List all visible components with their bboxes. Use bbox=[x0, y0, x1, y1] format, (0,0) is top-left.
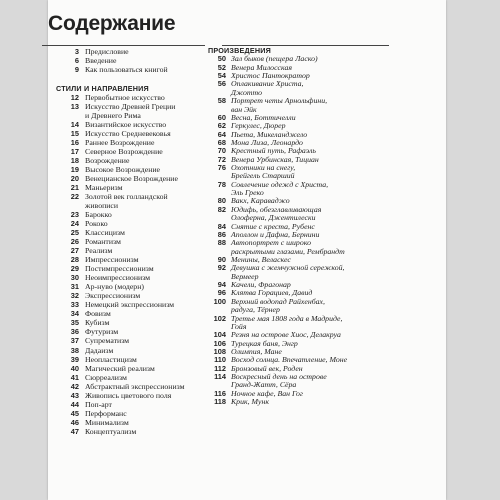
toc-page-number: 94 bbox=[217, 280, 226, 290]
toc-entry-title: Гранд-Жатт, Сёра bbox=[231, 380, 297, 390]
toc-page-number: 30 bbox=[70, 273, 79, 283]
toc-entry-title: Девушка с жемчужной сережкой, bbox=[231, 263, 345, 273]
toc-entry-title: Крик, Мунк bbox=[231, 397, 269, 407]
toc-page-number: 86 bbox=[217, 229, 226, 239]
toc-page-number: 13 bbox=[70, 102, 79, 112]
toc-page-number: 76 bbox=[217, 163, 226, 173]
toc-page-number: 29 bbox=[70, 264, 79, 274]
toc-entry-title: Оплакивание Христа, bbox=[231, 79, 304, 89]
toc-entry-title: Дадаизм bbox=[85, 345, 114, 355]
toc-entry-title: Геркулес, Дюрер bbox=[231, 121, 286, 131]
toc-page-number: 9 bbox=[74, 65, 79, 75]
toc-entry-title: Магический реализм bbox=[85, 363, 155, 373]
toc-entry-title: Возрождение bbox=[85, 156, 130, 166]
toc-entry[interactable] bbox=[56, 264, 212, 273]
toc-entry[interactable] bbox=[56, 47, 212, 56]
toc-entry-title: Венецианское Возрождение bbox=[85, 174, 178, 184]
toc-entry-title: Фовизм bbox=[85, 309, 111, 319]
toc-entry-title: Перформанс bbox=[85, 408, 127, 418]
toc-entry-title: Охотники на снегу, bbox=[231, 163, 296, 173]
toc-entry-title: Третье мая 1808 года в Мадриде, bbox=[231, 313, 343, 323]
section-spacer bbox=[56, 74, 212, 84]
toc-page-number: 46 bbox=[70, 417, 79, 427]
toc-entry-title: Концептуализм bbox=[85, 426, 137, 436]
toc-entry[interactable] bbox=[56, 228, 212, 237]
toc-entry[interactable] bbox=[56, 174, 212, 183]
toc-page-number: 102 bbox=[213, 313, 226, 323]
toc-entry-title: Автопортрет с широко bbox=[231, 238, 311, 248]
toc-entry-title: Христос Пантократор bbox=[231, 71, 310, 81]
toc-page-number: 19 bbox=[70, 165, 79, 175]
toc-entry-title: Качели, Фрагонар bbox=[231, 280, 291, 290]
toc-entry-title: Пьета, Микеланджело bbox=[231, 129, 308, 139]
toc-page-number: 118 bbox=[214, 397, 226, 407]
toc-entry-title: ван Эйк bbox=[231, 104, 257, 114]
toc-page-number: 31 bbox=[70, 282, 79, 292]
toc-entry-title: Крестный путь, Рафаэль bbox=[231, 146, 316, 156]
toc-entry-title: Абстрактный экспрессионизм bbox=[85, 381, 185, 391]
toc-entry[interactable] bbox=[56, 255, 212, 264]
toc-entry-title: Джотто bbox=[231, 87, 263, 97]
toc-page-number: 88 bbox=[217, 238, 226, 248]
toc-page-number: 3 bbox=[74, 47, 79, 56]
toc-entry-title: Романтизм bbox=[85, 237, 121, 247]
toc-page-number: 92 bbox=[217, 263, 226, 273]
toc-page-number: 23 bbox=[70, 210, 79, 220]
toc-page-number: 12 bbox=[70, 93, 79, 103]
toc-entry[interactable] bbox=[56, 391, 212, 400]
toc-page-number: 110 bbox=[214, 355, 226, 365]
toc-page-number: 56 bbox=[217, 79, 226, 89]
toc-page-number: 84 bbox=[217, 221, 226, 231]
toc-entry[interactable] bbox=[56, 373, 212, 382]
toc-entry[interactable] bbox=[56, 355, 212, 364]
toc-entry-title: Экспрессионизм bbox=[85, 291, 141, 301]
toc-entry[interactable] bbox=[56, 382, 212, 391]
toc-page-number: 41 bbox=[70, 372, 79, 382]
toc-page-number: 40 bbox=[70, 363, 79, 373]
toc-entry[interactable] bbox=[56, 156, 212, 165]
toc-entry-title: Постимпрессионизм bbox=[85, 264, 154, 274]
toc-entry[interactable] bbox=[56, 138, 212, 147]
toc-page-number: 80 bbox=[217, 196, 226, 206]
toc-entry-title: Олоферна, Джентилески bbox=[231, 213, 316, 223]
page-title: Содержание bbox=[48, 12, 176, 35]
toc-page-number: 34 bbox=[70, 309, 79, 319]
toc-page-number: 43 bbox=[70, 390, 79, 400]
toc-entry-title: Юдифь, обезглавливающая bbox=[231, 204, 322, 214]
toc-entry-title: Барокко bbox=[85, 210, 112, 220]
toc-entry-title: Воскресный день на острове bbox=[231, 372, 327, 382]
toc-page-number: 100 bbox=[213, 296, 226, 306]
toc-entry-title: Олимпия, Мане bbox=[231, 346, 282, 356]
toc-page-number: 44 bbox=[70, 399, 79, 409]
toc-page-number: 50 bbox=[217, 54, 226, 64]
toc-page-number: 70 bbox=[217, 146, 226, 156]
toc-column-left bbox=[56, 47, 212, 436]
toc-entry[interactable] bbox=[56, 165, 212, 174]
toc-page-number: 17 bbox=[70, 147, 79, 157]
toc-page-number: 96 bbox=[217, 288, 226, 298]
toc-page-number: 27 bbox=[70, 246, 79, 256]
toc-entry-title: Введение bbox=[85, 56, 117, 66]
toc-page-number: 54 bbox=[217, 71, 226, 81]
toc-entry-title: Футуризм bbox=[85, 327, 119, 337]
toc-page-number: 20 bbox=[70, 174, 79, 184]
toc-entry-title: Северное Возрождение bbox=[85, 147, 163, 157]
toc-page-number: 116 bbox=[214, 388, 226, 398]
toc-page-number: 38 bbox=[70, 345, 79, 355]
toc-page-number: 32 bbox=[70, 291, 79, 301]
toc-page-number: 35 bbox=[70, 318, 79, 328]
toc-page-number: 26 bbox=[70, 237, 79, 247]
toc-entry[interactable] bbox=[56, 183, 212, 192]
toc-entry-title: Супрематизм bbox=[85, 336, 130, 346]
toc-entry[interactable] bbox=[56, 291, 212, 300]
toc-page-number: 36 bbox=[70, 327, 79, 337]
toc-entry[interactable] bbox=[56, 300, 212, 309]
toc-entry-title: Гойя bbox=[231, 321, 247, 331]
toc-entry-title: Кубизм bbox=[85, 318, 110, 328]
toc-page-number: 21 bbox=[70, 183, 79, 193]
toc-page-number: 47 bbox=[70, 426, 79, 436]
toc-entry-title: Весна, Боттичелли bbox=[231, 112, 296, 122]
toc-entry-title: Венера Милосская bbox=[231, 62, 292, 72]
toc-entry-title: Неопластицизм bbox=[85, 354, 137, 364]
toc-entry-title: Реализм bbox=[85, 246, 113, 256]
toc-entry[interactable] bbox=[56, 418, 212, 427]
toc-page-number: 15 bbox=[70, 129, 79, 139]
toc-page-number: 22 bbox=[70, 192, 79, 202]
toc-entry-title: Неоимпрессионизм bbox=[85, 273, 151, 283]
toc-entry-title: Резня на острове Хиос, Делакруа bbox=[231, 330, 341, 340]
toc-entry[interactable] bbox=[56, 93, 212, 102]
toc-entry[interactable] bbox=[56, 147, 212, 156]
toc-page-number: 114 bbox=[214, 372, 226, 382]
toc-entry-title: Рококо bbox=[85, 219, 108, 229]
toc-entry-title: Вакх, Караваджо bbox=[231, 196, 290, 206]
toc-entry[interactable] bbox=[56, 409, 212, 418]
toc-entry-title: Клятва Горациев, Давид bbox=[231, 288, 313, 298]
toc-entry-title: Бронзовый век, Роден bbox=[231, 363, 303, 373]
toc-page-number: 78 bbox=[217, 179, 226, 189]
toc-entry-title: Верхний водопад Райхенбах, bbox=[231, 296, 325, 306]
toc-entry-title: Совлечение одежд с Христа, bbox=[231, 179, 329, 189]
toc-entry[interactable] bbox=[56, 427, 212, 436]
toc-entry[interactable] bbox=[56, 346, 212, 355]
toc-page-number: 52 bbox=[217, 62, 226, 72]
toc-entry-title: Минимализм bbox=[85, 417, 129, 427]
toc-entry[interactable] bbox=[56, 336, 212, 345]
toc-page-number: 108 bbox=[213, 346, 226, 356]
toc-entry-title: Ар-нуво (модерн) bbox=[85, 282, 144, 292]
heading-rule-left bbox=[42, 45, 205, 46]
toc-entry-title: Мона Лиза, Леонардо bbox=[231, 137, 303, 147]
toc-entry-title: Турецкая баня, Энгр bbox=[231, 338, 298, 348]
toc-entry-title: Поп-арт bbox=[85, 399, 112, 409]
toc-entry[interactable] bbox=[206, 398, 392, 406]
toc-page-number: 72 bbox=[217, 154, 226, 164]
toc-page-number: 42 bbox=[70, 381, 79, 391]
toc-entry-title: Высокое Возрождение bbox=[85, 165, 160, 175]
toc-entry-title: радуга, Тёрнер bbox=[231, 305, 280, 315]
toc-entry[interactable] bbox=[56, 111, 212, 120]
toc-entry[interactable] bbox=[56, 129, 212, 138]
toc-entry[interactable] bbox=[56, 246, 212, 255]
toc-page-number: 112 bbox=[214, 363, 226, 373]
toc-entry-title: Восход солнца. Впечатление, Моне bbox=[231, 355, 348, 365]
toc-entry[interactable] bbox=[56, 309, 212, 318]
toc-entry-title: Маньеризм bbox=[85, 183, 123, 193]
toc-page-number: 25 bbox=[70, 228, 79, 238]
toc-entry-title: Эль Греко bbox=[231, 188, 264, 198]
toc-entry-title: Брейгель Старший bbox=[231, 171, 295, 181]
toc-page-number: 18 bbox=[70, 156, 79, 166]
toc-entry[interactable] bbox=[56, 219, 212, 228]
toc-entry[interactable] bbox=[56, 400, 212, 409]
toc-entry-title: Предисловие bbox=[85, 47, 129, 56]
toc-entry[interactable] bbox=[56, 364, 212, 373]
toc-page-number: 45 bbox=[70, 408, 79, 418]
toc-entry-title: Как пользоваться книгой bbox=[85, 65, 168, 75]
toc-entry[interactable] bbox=[56, 273, 212, 282]
toc-entry-title: Венера Урбинская, Тициан bbox=[231, 154, 319, 164]
toc-entry-title: Классицизм bbox=[85, 228, 125, 238]
toc-entry[interactable] bbox=[56, 120, 212, 129]
toc-page-number: 68 bbox=[217, 137, 226, 147]
toc-entry-title: Портрет четы Арнольфини, bbox=[231, 96, 328, 106]
toc-entry[interactable] bbox=[56, 327, 212, 336]
toc-entry-title: Снятие с креста, Рубенс bbox=[231, 221, 315, 231]
toc-entry[interactable] bbox=[56, 282, 212, 291]
toc-page-number: 64 bbox=[217, 129, 226, 139]
toc-entry-title: Менины, Веласкес bbox=[231, 254, 291, 264]
toc-entry-title: Раннее Возрождение bbox=[85, 138, 155, 148]
toc-page-number: 82 bbox=[217, 204, 226, 214]
toc-entry-title: Византийское искусство bbox=[85, 120, 167, 130]
toc-page-number: 37 bbox=[70, 336, 79, 346]
toc-page-number: 6 bbox=[74, 56, 79, 66]
toc-entry-title: Вермеер bbox=[231, 271, 259, 281]
toc-entry-title: Первобытное искусство bbox=[85, 93, 165, 103]
toc-entry-title: раскрытыми глазами, Рембрандт bbox=[231, 246, 345, 256]
toc-entry[interactable] bbox=[56, 201, 212, 210]
toc-entry-title: Искусство Средневековья bbox=[85, 129, 171, 139]
toc-entry-title: и Древнего Рима bbox=[85, 111, 141, 121]
toc-entry[interactable] bbox=[56, 65, 212, 74]
toc-entry-title: живописи bbox=[85, 201, 119, 211]
toc-page-number: 16 bbox=[70, 138, 79, 148]
toc-entry[interactable] bbox=[56, 56, 212, 65]
toc-entry-title: Живопись цветового поля bbox=[85, 390, 172, 400]
toc-entry[interactable] bbox=[56, 102, 212, 111]
toc-page-number: 90 bbox=[217, 254, 226, 264]
toc-entry-title: Зал быков (пещера Ласко) bbox=[231, 54, 318, 64]
toc-entry[interactable] bbox=[56, 192, 212, 201]
section-heading-works: ПРОИЗВЕДЕНИЯ bbox=[208, 46, 271, 55]
toc-page-number: 60 bbox=[217, 112, 226, 122]
toc-page-number: 58 bbox=[217, 96, 226, 106]
toc-entry-title: Аполлон и Дафна, Бернини bbox=[231, 229, 320, 239]
section-heading-styles: СТИЛИ И НАПРАВЛЕНИЯ bbox=[56, 84, 149, 94]
toc-page-number: 104 bbox=[213, 330, 226, 340]
toc-page-number: 106 bbox=[213, 338, 226, 348]
toc-entry-title: Немецкий экспрессионизм bbox=[85, 300, 175, 310]
toc-page-number: 28 bbox=[70, 255, 79, 265]
toc-page-number: 39 bbox=[70, 354, 79, 364]
toc-entry-title: Импрессионизм bbox=[85, 255, 139, 265]
toc-entry-title: Искусство Древней Греции bbox=[85, 102, 176, 112]
toc-page-number: 14 bbox=[70, 120, 79, 130]
toc-entry-title: Ночное кафе, Ван Гог bbox=[231, 388, 303, 398]
toc-entry[interactable] bbox=[56, 318, 212, 327]
toc-entry-title: Золотой век голландской bbox=[85, 192, 168, 202]
toc-entry[interactable] bbox=[56, 237, 212, 246]
toc-page-number: 24 bbox=[70, 219, 79, 229]
toc-column-right bbox=[206, 47, 392, 406]
toc-page-number: 33 bbox=[70, 300, 79, 310]
toc-page-number: 62 bbox=[217, 121, 226, 131]
toc-entry[interactable] bbox=[56, 210, 212, 219]
toc-entry-title: Сюрреализм bbox=[85, 372, 127, 382]
